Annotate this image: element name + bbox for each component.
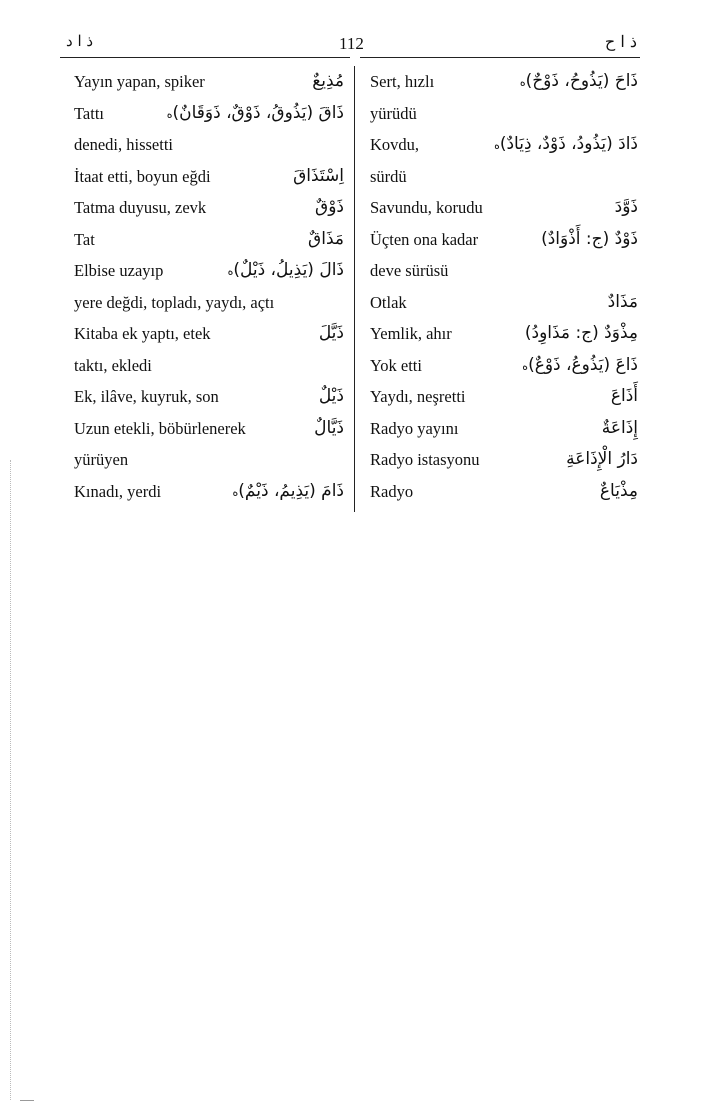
scan-edge-mark [20, 1100, 34, 1101]
entry-row [74, 192, 344, 224]
arabic-text: ذَيَّالٌ [314, 417, 344, 438]
arabic-headword [293, 161, 344, 193]
turkish-meaning: Yayın yapan, spiker [74, 72, 205, 91]
arabic-headword [615, 192, 638, 224]
turkish-meaning: Radyo yayını [370, 418, 459, 438]
entry-row [74, 161, 344, 193]
arabic-headword [525, 318, 638, 350]
entry-row [370, 287, 638, 319]
arabic-headword [227, 476, 344, 509]
verb-marker: ه [166, 107, 173, 121]
arabic-headword [514, 66, 638, 99]
entry-row [370, 476, 638, 508]
arabic-text: دَارُ الْإِذَاعَةِ [566, 449, 638, 469]
arabic-text: ذَاقَ (يَذُوقُ، ذَوْقٌ، ذَوَقَانٌ) [172, 102, 344, 123]
entry-row [74, 129, 344, 161]
turkish-meaning: Yaydı, neşretti [370, 387, 466, 406]
arabic-text: ذَادَ (يَذُودُ، ذَوْدٌ، ذِيَادٌ) [499, 134, 638, 154]
arabic-text: مِذْوَدٌ (ج: مَذَاوِدُ) [524, 323, 638, 343]
arabic-text: مَذَادٌ [607, 291, 638, 312]
arabic-text: مِذْيَاعٌ [599, 480, 638, 501]
entry-row [74, 413, 344, 445]
turkish-meaning: Kovdu, [370, 135, 420, 154]
turkish-meaning: Kınadı, yerdi [74, 481, 162, 501]
turkish-meaning: denedi, hissetti [74, 135, 173, 154]
arabic-headword [608, 287, 638, 319]
entry-row [74, 476, 344, 508]
arabic-text: ذَاعَ (يَذُوعُ، ذَوْعٌ) [528, 354, 638, 375]
arabic-headword [488, 129, 638, 162]
entry-row [370, 98, 638, 130]
header-rule-left [60, 57, 350, 58]
entry-row [370, 66, 638, 98]
turkish-meaning: Radyo istasyonu [370, 450, 480, 469]
arabic-headword [312, 66, 344, 98]
arabic-headword [161, 98, 344, 131]
entry-row [370, 255, 638, 287]
header-left-letters: ذ ا د [66, 32, 94, 50]
turkish-meaning: taktı, ekledi [74, 355, 152, 375]
entry-row [74, 98, 344, 130]
entry-row [370, 444, 638, 476]
turkish-meaning: Otlak [370, 292, 407, 312]
scan-edge-dots [10, 460, 11, 1100]
entry-row [370, 413, 638, 445]
arabic-text: ذَاحَ (يَذُوحُ، ذَوْحٌ) [525, 71, 638, 91]
turkish-meaning: Yok etti [370, 355, 422, 375]
turkish-meaning: Ek, ilâve, kuyruk, son [74, 387, 219, 406]
turkish-meaning: Radyo [370, 481, 414, 501]
arabic-headword [516, 350, 638, 383]
turkish-meaning: Sert, hızlı [370, 72, 435, 91]
arabic-text: أَذَاعَ [610, 386, 638, 406]
turkish-meaning: Tat [74, 229, 95, 249]
arabic-headword [541, 224, 638, 256]
entry-row [74, 66, 344, 98]
entry-row [74, 255, 344, 287]
arabic-headword [308, 224, 344, 256]
right-column [370, 66, 638, 507]
arabic-headword [319, 381, 344, 413]
turkish-meaning: Elbise uzayıp [74, 261, 164, 280]
verb-marker: ه [227, 265, 234, 278]
turkish-meaning: Kitaba ek yaptı, etek [74, 324, 211, 343]
arabic-headword [319, 318, 344, 350]
turkish-meaning: deve sürüsü [370, 261, 449, 280]
verb-marker: ه [519, 76, 526, 89]
arabic-text: ذَالَ (يَذِيلُ، ذَيْلٌ) [233, 260, 344, 280]
entry-row [370, 161, 638, 193]
turkish-meaning: yere değdi, topladı, yaydı, açtı [74, 292, 275, 312]
turkish-meaning: İtaat etti, boyun eğdi [74, 166, 211, 186]
entry-row [370, 224, 638, 256]
entry-row [370, 318, 638, 350]
entry-row [370, 350, 638, 382]
arabic-headword [222, 255, 344, 288]
header-rule-right [360, 57, 640, 58]
verb-marker: ه [522, 359, 529, 373]
turkish-meaning: Üçten ona kadar [370, 229, 479, 249]
arabic-headword [315, 192, 344, 224]
verb-marker: ه [494, 139, 500, 152]
arabic-text: ذَيَّلَ [318, 323, 344, 343]
column-divider [354, 66, 355, 512]
arabic-text: ذَامَ (يَذِيمُ، ذَيْمٌ) [238, 480, 344, 501]
entry-row [370, 129, 638, 161]
turkish-meaning: yürüdü [370, 103, 417, 123]
entry-row [74, 444, 344, 476]
arabic-text: ذَوْقٌ [315, 197, 344, 217]
entry-row [74, 350, 344, 382]
entry-row [74, 318, 344, 350]
turkish-meaning: Yemlik, ahır [370, 324, 452, 343]
header-right-letters: ذ ا ح [604, 32, 637, 51]
entry-row [74, 287, 344, 319]
arabic-text: ذَوْدٌ (ج: أَذْوَادٌ) [541, 228, 638, 249]
arabic-headword [611, 381, 638, 413]
arabic-text: اِسْتَذَاقَ [293, 165, 344, 186]
verb-marker: ه [232, 485, 239, 499]
page-number: 112 [339, 34, 364, 53]
arabic-text: مَذَاقٌ [308, 228, 344, 249]
arabic-text: مُذِيعٌ [312, 71, 344, 91]
arabic-text: ذَيْلٌ [318, 386, 344, 406]
arabic-headword [600, 476, 638, 508]
arabic-headword [602, 413, 638, 445]
turkish-meaning: Savundu, korudu [370, 198, 483, 217]
entry-row [370, 192, 638, 224]
turkish-meaning: yürüyen [74, 450, 129, 469]
arabic-text: ذَوَّدَ [614, 197, 638, 217]
entry-row [74, 224, 344, 256]
turkish-meaning: Tatma duyusu, zevk [74, 198, 207, 217]
arabic-headword [314, 413, 344, 445]
entry-row [370, 381, 638, 413]
arabic-text: إِذَاعَةٌ [601, 417, 638, 438]
turkish-meaning: sürdü [370, 166, 407, 186]
entry-row [74, 381, 344, 413]
turkish-meaning: Tattı [74, 103, 105, 123]
arabic-headword [566, 444, 638, 476]
turkish-meaning: Uzun etekli, böbürlenerek [74, 418, 246, 438]
left-column [74, 66, 344, 507]
